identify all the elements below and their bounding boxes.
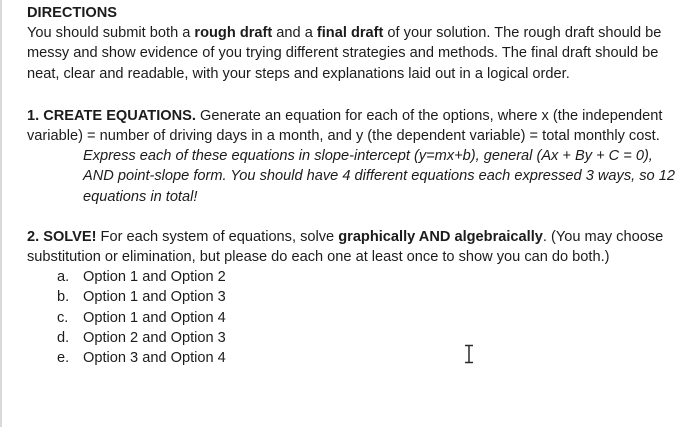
section-1-paragraph [27, 106, 686, 146]
directions-paragraph [27, 23, 686, 84]
list-marker: d. [57, 329, 70, 346]
directions-text-2: and a [272, 25, 317, 42]
list-item-label: Option 1 and Option 4 [83, 309, 226, 326]
section-1-instructions: Express each of these equations in slope-intercept (y=mx+b), general (Ax + By + C = 0), AND point-slope form. You should have 4 different equations each expressed 3 ways, so 12 equations in total! [83, 148, 675, 205]
list-item-label: Option 3 and Option 4 [83, 350, 226, 367]
list-item [57, 348, 686, 368]
left-edge-divider [0, 0, 2, 427]
list-marker: a. [57, 269, 70, 286]
list-marker: b. [57, 289, 70, 306]
final-draft-bold: final draft [316, 25, 384, 42]
list-item [57, 287, 686, 307]
directions-text-1: You should submit both a [27, 25, 195, 42]
section-1-text: Generate an equation for each of the options, where x (the independent variable) = number of driving days in a month, and y (the dependent variable) = total monthly cost. [27, 107, 663, 145]
section-2-title: 2. SOLVE! [27, 228, 97, 245]
list-marker: c. [57, 309, 69, 326]
rough-draft-bold: rough draft [194, 25, 273, 42]
list-item [57, 308, 686, 328]
text-cursor-icon [463, 344, 475, 364]
list-item [57, 328, 686, 348]
list-item-label: Option 1 and Option 2 [83, 269, 226, 286]
list-item-label: Option 1 and Option 3 [83, 289, 226, 306]
list-item-label: Option 2 and Option 3 [83, 329, 226, 346]
options-list [27, 267, 686, 368]
section-2-text-2: . (You may choose substitution or elimination, but please do each one at least once to show you can do both.) [27, 228, 664, 266]
section-2-paragraph [27, 227, 686, 267]
directions-text-3: of your solution. The rough draft should be messy and show evidence of you trying different strategies and methods. The final draft should be neat, clear and readable, with your steps and explanations laid out in a logical order. [27, 25, 662, 82]
section-1-title: 1. CREATE EQUATIONS. [27, 107, 196, 124]
section-2-bold: graphically AND algebraically [338, 228, 543, 245]
section-2-text-1: For each system of equations, solve [96, 228, 339, 245]
list-item [57, 267, 686, 287]
list-marker: e. [57, 350, 70, 367]
directions-heading: DIRECTIONS [27, 5, 117, 21]
